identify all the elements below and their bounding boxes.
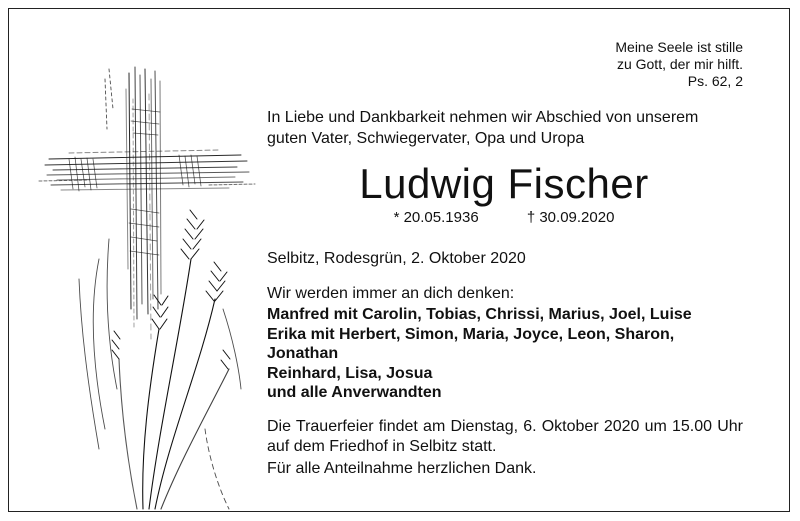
- thanks-line: Für alle Anteilnahme herzlichen Dank.: [267, 460, 537, 477]
- verse-line: zu Gott, der mir hilft.: [616, 56, 743, 72]
- family-line: Reinhard, Lisa, Josua: [267, 364, 433, 382]
- family-line: Manfred mit Carolin, Tobias, Chrissi, Marius, Joel, Luise: [267, 306, 692, 323]
- life-dates: [267, 209, 741, 227]
- cross-horizontal-beam: [39, 150, 255, 190]
- cross-shading: [69, 109, 201, 255]
- family-line: Jonathan: [267, 345, 339, 362]
- farewell-intro: [267, 107, 747, 149]
- verse-reference: Ps. 62, 2: [687, 73, 743, 89]
- death-date: † 30.09.2020: [526, 209, 615, 226]
- deceased-name: Ludwig Fischer: [359, 160, 649, 207]
- obituary-card: [8, 8, 790, 512]
- family-mourners: [267, 305, 747, 403]
- family-line: und alle Anverwandten: [267, 384, 442, 401]
- intro-line: In Liebe und Dankbarkeit nehmen wir Abschied von unserem: [267, 109, 699, 126]
- remembrance-line: Wir werden immer an dich denken:: [267, 285, 515, 302]
- place-and-date: Selbitz, Rodesgrün, 2. Oktober 2020: [267, 250, 526, 267]
- intro-line: guten Vater, Schwiegervater, Opa und Uropa: [267, 130, 585, 147]
- bible-verse: [615, 39, 743, 90]
- wheat-stalks: [119, 259, 229, 509]
- funeral-service-notice: Die Trauerfeier findet am Dienstag, 6. Oktober 2020 um 15.00 Uhr auf dem Friedhof in Selbitz statt.: [267, 418, 743, 455]
- wheat-ears: [112, 210, 230, 369]
- birth-date: * 20.05.1936: [393, 209, 479, 226]
- verse-line: Meine Seele ist stille: [615, 39, 743, 55]
- family-line: Erika mit Herbert, Simon, Maria, Joyce, Leon, Sharon,: [267, 325, 675, 343]
- cross-wheat-illustration: [9, 9, 279, 513]
